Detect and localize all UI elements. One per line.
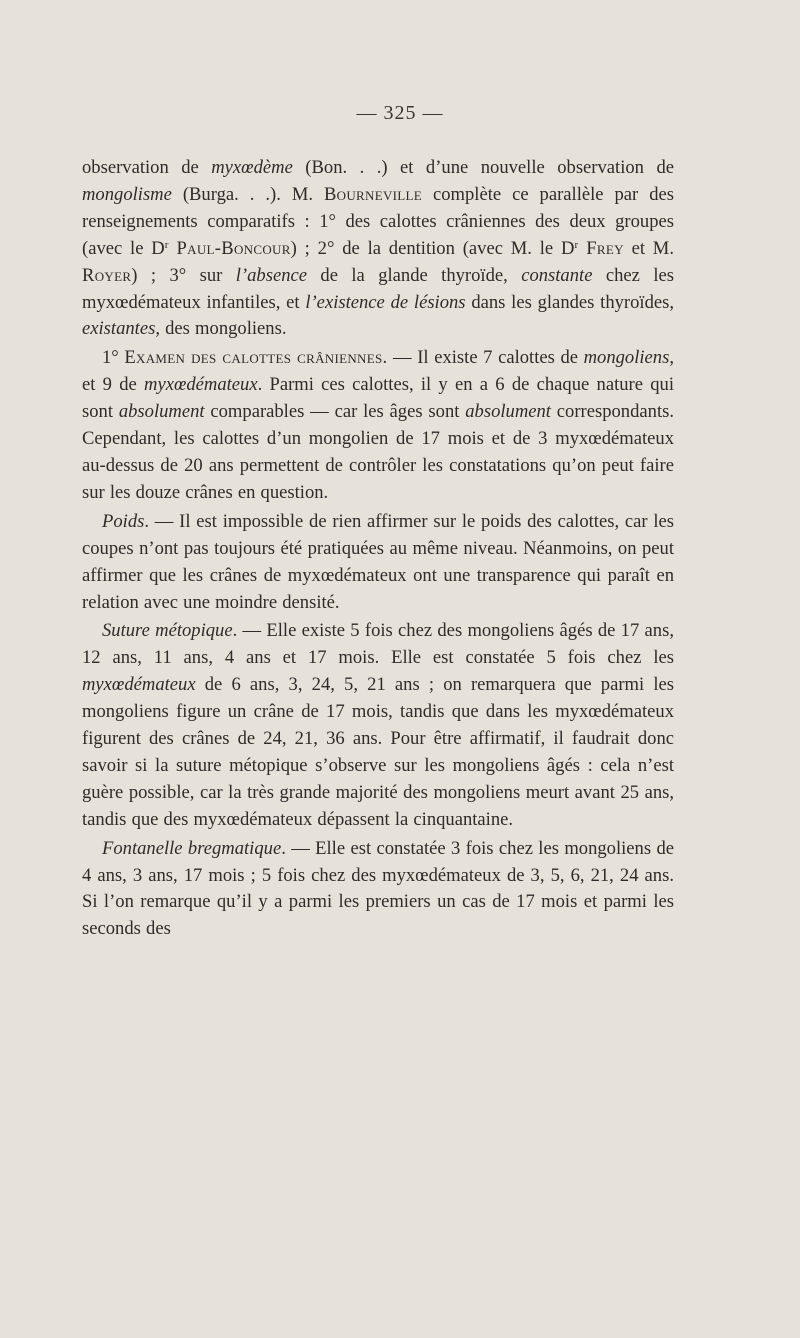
- subheading-poids: Poids: [102, 510, 145, 532]
- section-heading: Examen des calottes crâniennes.: [124, 347, 388, 369]
- paragraph-4: Suture métopique. — Elle existe 5 fois chez des mongoliens âgés de 17 ans, 12 ans, 11 ans, 4 ans et 17 mois. Elle est constatée 5 fois chez les myxœdémateux de 6 ans, 3, 24, 5, 21 ans ; on remarquera que parmi les mongoliens figure un crâne de 17 mois, tandis que dans les myxœdémateux figurent des crânes de 24, 21, 36 ans. Pour être affirmatif, il faudrait donc savoir si la suture métopique s’observe sur les mongoliens âgés : cela n’est guère possible, car la très grande majorité des mongoliens meurt avant 25 ans, tandis que des myxœdémateux dépassent la cinquantaine.: [82, 620, 674, 830]
- body-text: [82, 155, 674, 943]
- subheading-fontanelle: Fontanelle bregmatique: [102, 837, 282, 859]
- subheading-suture: Suture métopique: [102, 620, 233, 642]
- paragraph-3: Poids. — Il est impossible de rien affirmer sur le poids des calottes, car les coupes n’ont pas toujours été pratiquées au même niveau. Néanmoins, on peut affirmer que les crânes de myxœdémateux ont une transparence qui paraît en relation avec une moindre densité.: [82, 510, 674, 613]
- page-number: — 325 —: [356, 102, 444, 124]
- paragraph-1: observation de myxœdème (Bon. . .) et d’une nouvelle observation de mongolisme (Burga. . .). M. Bourneville complète ce parallèle par des renseignements comparatifs : 1° des calottes crâniennes des deux groupes (avec le $D^r$ Paul-Boncour) ; 2° de la dentition (avec M. le $D^r$ Frey et M. Royer) ; 3° sur l’absence de la glande thyroïde, constante chez les myxœdémateux infantiles, et l’existence de lésions dans les glandes thyroïdes, existantes, des mongoliens.: [82, 157, 675, 340]
- paragraph-2: 1° Examen des calottes crâniennes. — Il existe 7 calottes de mongoliens, et 9 de myxœdémateux. Parmi ces calottes, il y en a 6 de chaque nature qui sont absolument comparables — car les âges sont absolument correspondants. Cependant, les calottes d’un mongolien de 17 mois et de 3 myxœdémateux au-dessus de 20 ans permettent de contrôler les constatations qu’on peut faire sur les douze crânes en question.: [82, 347, 675, 503]
- paragraph-5: Fontanelle bregmatique. — Elle est constatée 3 fois chez les mongoliens de 4 ans, 3 ans, 17 mois ; 5 fois chez des myxœdémateux de 3, 5, 6, 21, 24 ans. Si l’on remarque qu’il y a parmi les premiers un cas de 17 mois et parmi les seconds des: [82, 837, 674, 940]
